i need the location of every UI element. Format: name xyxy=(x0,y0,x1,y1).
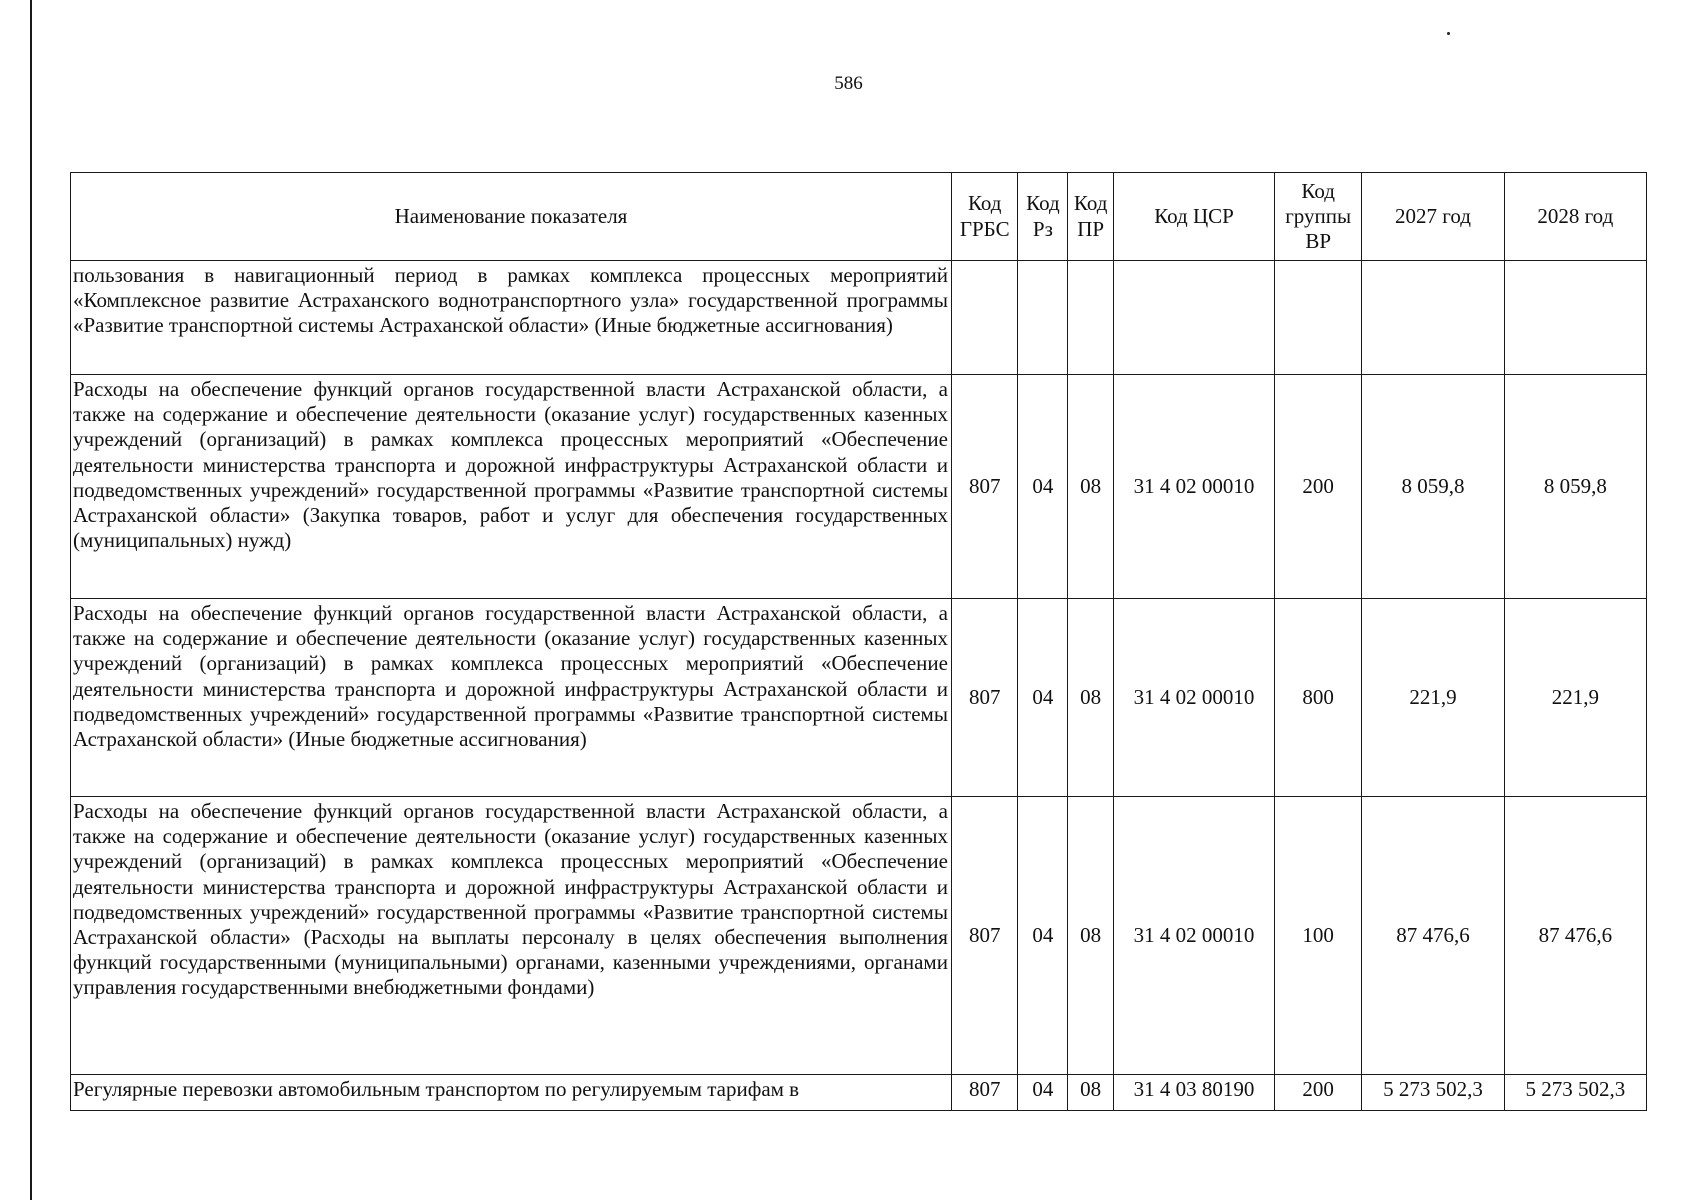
row-pr: 08 xyxy=(1068,375,1114,599)
row-pr: 08 xyxy=(1068,599,1114,797)
row-name: Расходы на обеспечение функций органов государственной власти Астраханской области, а также на содержание и обеспечение деятельности (оказание услуг) государственных казенных учреждений (организаций) в рамках комплекса процессных мероприятий «Обеспечение деятельности министерства транспорта и дорожной инфраструктуры Астраханской области и подведомственных учреждений» государственной программы «Развитие транспортной системы Астраханской области» (Иные бюджетные ассигнования) xyxy=(71,599,952,797)
header-pr: Код ПР xyxy=(1068,173,1114,261)
row-2028: 87 476,6 xyxy=(1504,797,1646,1075)
row-csr xyxy=(1114,261,1275,375)
row-vr: 200 xyxy=(1275,375,1362,599)
header-2027: 2027 год xyxy=(1362,173,1504,261)
row-csr: 31 4 02 00010 xyxy=(1114,375,1275,599)
row-vr xyxy=(1275,261,1362,375)
header-csr: Код ЦСР xyxy=(1114,173,1275,261)
row-rz: 04 xyxy=(1018,375,1068,599)
row-2027: 5 273 502,3 xyxy=(1362,1075,1504,1111)
row-grbs: 807 xyxy=(951,599,1017,797)
row-name: Расходы на обеспечение функций органов государственной власти Астраханской области, а также на содержание и обеспечение деятельности (оказание услуг) государственных казенных учреждений (организаций) в рамках комплекса процессных мероприятий «Обеспечение деятельности министерства транспорта и дорожной инфраструктуры Астраханской области и подведомственных учреждений» государственной программы «Развитие транспортной системы Астраханской области» (Расходы на выплаты персоналу в целях обеспечения выполнения функций государственными (муниципальными) органами, казенными учреждениями, органами управления государственными внебюджетными фондами) xyxy=(71,797,952,1075)
header-vr: Код группы ВР xyxy=(1275,173,1362,261)
row-2027: 87 476,6 xyxy=(1362,797,1504,1075)
row-vr: 800 xyxy=(1275,599,1362,797)
page-number: 586 xyxy=(834,73,863,94)
row-2028 xyxy=(1504,261,1646,375)
row-name: Расходы на обеспечение функций органов государственной власти Астраханской области, а также на содержание и обеспечение деятельности (оказание услуг) государственных казенных учреждений (организаций) в рамках комплекса процессных мероприятий «Обеспечение деятельности министерства транспорта и дорожной инфраструктуры Астраханской области и подведомственных учреждений» государственной программы «Развитие транспортной системы Астраханской области» (Закупка товаров, работ и услуг для обеспечения государственных (муниципальных) нужд) xyxy=(71,375,952,599)
row-vr: 100 xyxy=(1275,797,1362,1075)
row-pr xyxy=(1068,261,1114,375)
row-rz: 04 xyxy=(1018,599,1068,797)
row-2028: 221,9 xyxy=(1504,599,1646,797)
header-2028: 2028 год xyxy=(1504,173,1646,261)
table-row xyxy=(71,797,1647,1075)
row-rz xyxy=(1018,261,1068,375)
row-2028: 8 059,8 xyxy=(1504,375,1646,599)
header-rz: Код Рз xyxy=(1018,173,1068,261)
budget-table xyxy=(70,172,1647,1111)
row-vr: 200 xyxy=(1275,1075,1362,1111)
row-pr: 08 xyxy=(1068,1075,1114,1111)
table-row xyxy=(71,1075,1647,1111)
header-grbs: Код ГРБС xyxy=(951,173,1017,261)
row-grbs: 807 xyxy=(951,375,1017,599)
row-csr: 31 4 02 00010 xyxy=(1114,797,1275,1075)
row-2027: 8 059,8 xyxy=(1362,375,1504,599)
row-csr: 31 4 03 80190 xyxy=(1114,1075,1275,1111)
scan-speck xyxy=(1447,32,1450,35)
row-rz: 04 xyxy=(1018,1075,1068,1111)
row-grbs xyxy=(951,261,1017,375)
row-2027: 221,9 xyxy=(1362,599,1504,797)
row-grbs: 807 xyxy=(951,1075,1017,1111)
page-margin-rule xyxy=(30,0,32,1200)
table-row xyxy=(71,599,1647,797)
row-name: Регулярные перевозки автомобильным транспортом по регулируемым тарифам в xyxy=(71,1075,952,1111)
header-name: Наименование показателя xyxy=(71,173,952,261)
row-name: пользования в навигационный период в рамках комплекса процессных мероприятий «Комплексное развитие Астраханского воднотранспортного узла» государственной программы «Развитие транспортной системы Астраханской области» (Иные бюджетные ассигнования) xyxy=(71,261,952,375)
row-pr: 08 xyxy=(1068,797,1114,1075)
row-rz: 04 xyxy=(1018,797,1068,1075)
table-row xyxy=(71,261,1647,375)
row-2028: 5 273 502,3 xyxy=(1504,1075,1646,1111)
row-grbs: 807 xyxy=(951,797,1017,1075)
row-2027 xyxy=(1362,261,1504,375)
table-header-row xyxy=(71,173,1647,261)
row-csr: 31 4 02 00010 xyxy=(1114,599,1275,797)
table-row xyxy=(71,375,1647,599)
